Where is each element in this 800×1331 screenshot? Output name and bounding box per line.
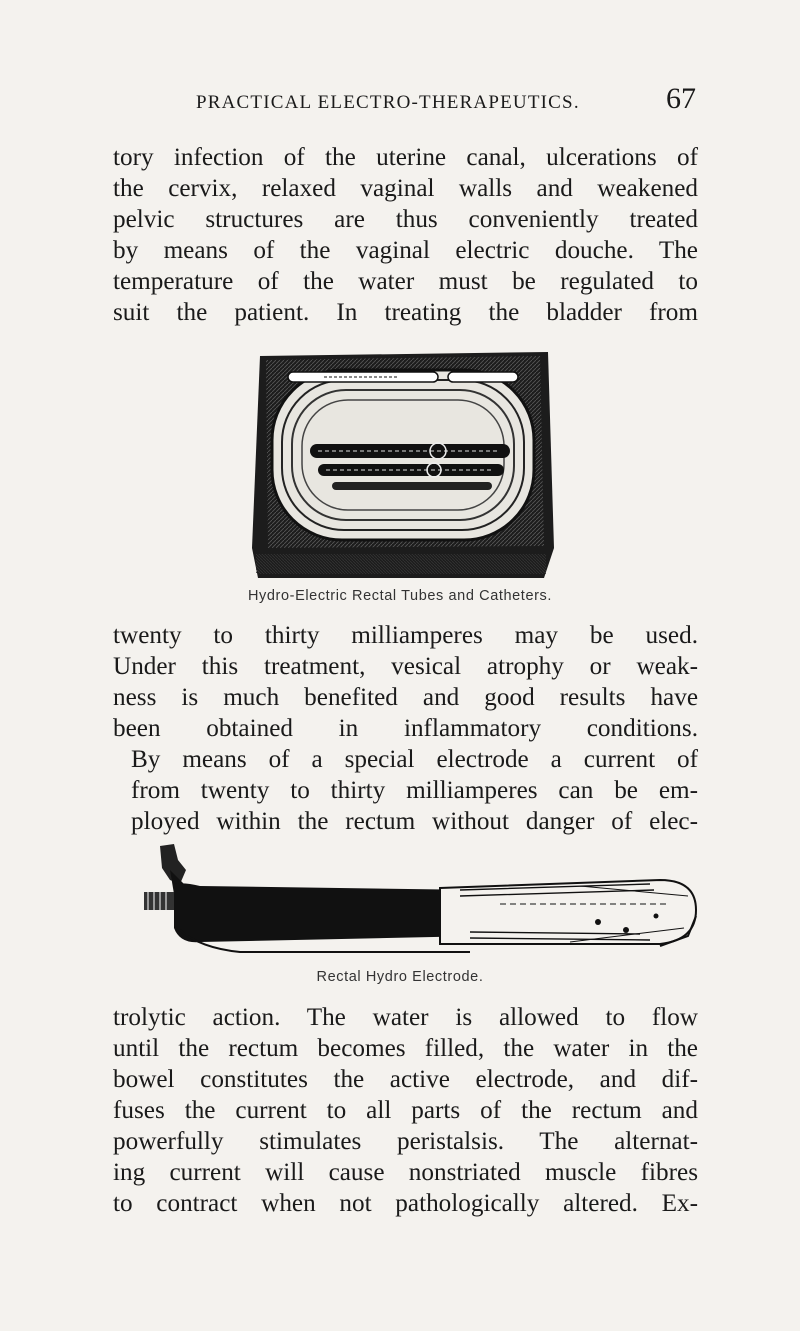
text-line: to contract when not pathologically altered. Ex-: [113, 1190, 698, 1217]
paragraph-2: [113, 620, 698, 744]
figure-caption-1: Hydro-Electric Rectal Tubes and Catheters.: [247, 588, 553, 604]
text-line: tory infection of the uterine canal, ulcerations of: [113, 144, 698, 171]
text-line: ployed within the rectum without danger of elec-: [131, 808, 698, 835]
text-line: Under this treatment, vesical atrophy or weak-: [113, 653, 698, 680]
text-line: ness is much benefited and good results have: [113, 684, 698, 711]
text-line: By means of a special electrode a current of: [131, 746, 698, 773]
text-line: suit the patient. In treating the bladder from: [113, 299, 698, 326]
rectal-tubes-illustration: [248, 348, 558, 580]
text-line: until the rectum becomes filled, the water in the: [113, 1035, 698, 1062]
paragraph-4: [113, 1002, 698, 1219]
text-line: the cervix, relaxed vaginal walls and weakened: [113, 175, 698, 202]
page-number: 67: [666, 82, 696, 115]
text-line: by means of the vaginal electric douche. The: [113, 237, 698, 264]
paragraph-3: [113, 744, 698, 837]
text-line: been obtained in inflammatory conditions.: [113, 715, 698, 742]
text-line: pelvic structures are thus conveniently treated: [113, 206, 698, 233]
page-header: [196, 82, 696, 116]
text-line: powerfully stimulates peristalsis. The alternat-: [113, 1128, 698, 1155]
text-line: ing current will cause nonstriated muscle fibres: [113, 1159, 698, 1186]
running-head: PRACTICAL ELECTRO-THERAPEUTICS.: [196, 92, 580, 113]
rectal-electrode-illustration: [140, 840, 700, 960]
paragraph-1: [113, 142, 698, 328]
text-line: trolytic action. The water is allowed to flow: [113, 1004, 698, 1031]
text-line: twenty to thirty milliamperes may be used.: [113, 622, 698, 649]
text-line: from twenty to thirty milliamperes can be em-: [131, 777, 698, 804]
text-line: bowel constitutes the active electrode, and dif-: [113, 1066, 698, 1093]
figure-caption-2: Rectal Hydro Electrode.: [316, 969, 484, 985]
text-line: fuses the current to all parts of the rectum and: [113, 1097, 698, 1124]
text-line: temperature of the water must be regulated to: [113, 268, 698, 295]
